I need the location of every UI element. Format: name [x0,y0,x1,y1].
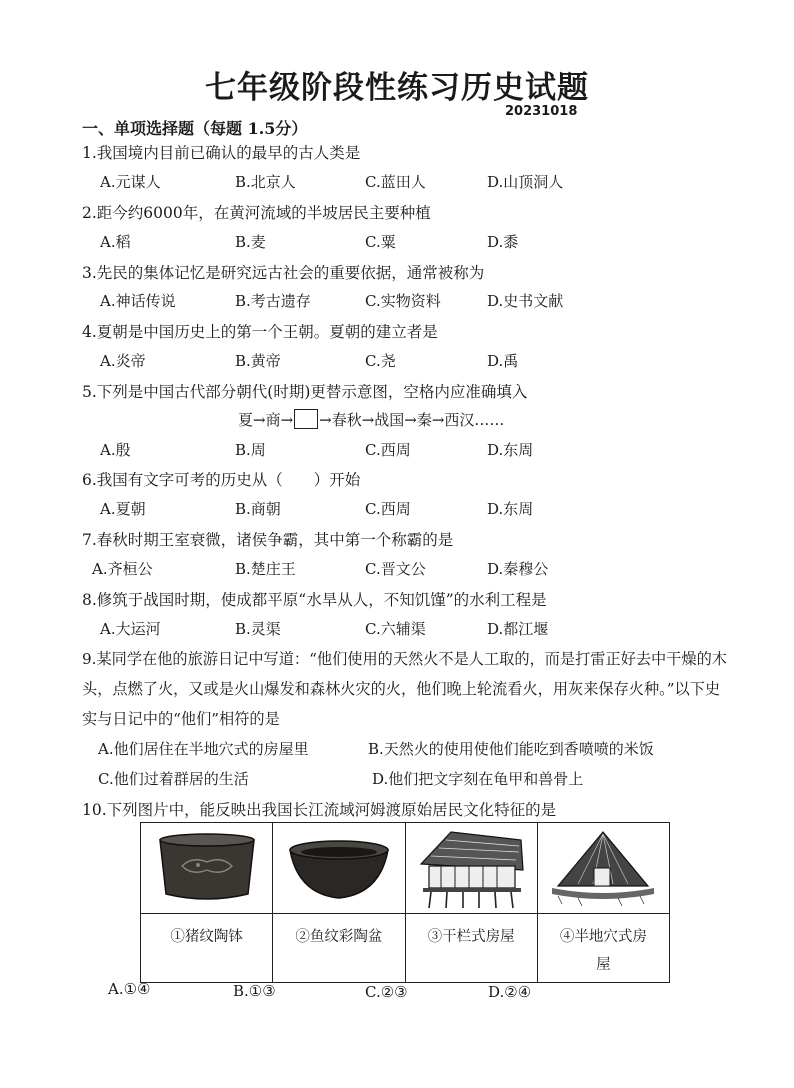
picture-cell-3 [405,823,537,914]
q10-option-a: A.①④ [108,980,151,998]
exam-date: 20231018 [505,104,578,119]
picture-cell-2 [273,823,405,914]
q4-option-a: A.炎帝 [100,352,146,370]
question-9-stem-line-1: 9.某同学在他的旅游日记中写道：“他们使用的天然火不是人工取的，而是打雷正好去中干燥的木 [82,650,727,668]
caption-1-text: ①猪纹陶钵 [170,929,243,945]
q8-option-b: B.灵渠 [235,620,281,638]
caption-3 [405,914,537,983]
q5-option-b: B.周 [235,441,266,459]
stilt-house-image [411,826,531,910]
q4-option-c: C.尧 [365,352,396,370]
question-10-stem: 10.下列图片中，能反映出我国长江流域河姆渡原始居民文化特征的是 [82,801,557,819]
q7-option-d: D.秦穆公 [487,560,549,578]
q6-option-d: D.东周 [487,500,534,518]
question-9-stem-line-3: 实与日记中的“他们”相符的是 [82,710,280,728]
q2-option-c: C.粟 [365,233,396,251]
question-9-stem-line-2: 头，点燃了火，又或是火山爆发和森林火灾的火，他们晚上轮流看火，用灰来保存火种。”以下史 [82,680,721,698]
q2-option-a: A.稻 [100,233,131,251]
caption-4 [537,914,669,983]
q10-option-c: C.②③ [365,983,408,1001]
q5-option-a: A.殷 [100,441,131,459]
question-5-stem: 5.下列是中国古代部分朝代(时期)更替示意图，空格内应准确填入 [82,383,528,401]
q6-option-b: B.商朝 [235,500,281,518]
caption-4-text-line-2: 屋 [596,956,611,973]
q2-option-d: D.黍 [487,233,519,251]
semi-subterranean-house-image [548,826,658,910]
question-7-stem: 7.春秋时期王室衰微，诸侯争霸，其中第一个称霸的是 [82,531,454,549]
q9-option-d: D.他们把文字刻在龟甲和兽骨上 [372,770,584,788]
q8-option-d: D.都江堰 [487,620,549,638]
q3-option-c: C.实物资料 [365,292,441,310]
question-1-stem: 1.我国境内目前已确认的最早的古人类是 [82,144,361,162]
pig-pattern-pottery-bowl-image [152,828,262,908]
q6-option-a: A.夏朝 [100,500,146,518]
q4-option-d: D.禹 [487,352,519,370]
fish-pattern-painted-basin-image [284,828,394,908]
q9-option-a: A.他们居住在半地穴式的房屋里 [98,740,309,758]
question-6-stem: 6.我国有文字可考的历史从（ ）开始 [82,471,361,489]
question-4-stem: 4.夏朝是中国历史上的第一个王朝。夏朝的建立者是 [82,323,438,341]
picture-table [140,822,670,983]
question-3-stem: 3.先民的集体记忆是研究远古社会的重要依据，通常被称为 [82,264,485,282]
q1-option-c: C.蓝田人 [365,173,426,191]
picture-cell-1 [141,823,273,914]
q1-option-a: A.元谋人 [100,173,161,191]
question-2-stem: 2.距今约6000年，在黄河流域的半坡居民主要种植 [82,204,431,222]
dynasty-flow [238,409,504,430]
caption-4-text-line-1: ④半地穴式房 [559,929,647,945]
q10-option-b: B.①③ [233,982,276,1000]
q5-option-c: C.西周 [365,441,411,459]
q3-option-a: A.神话传说 [100,292,176,310]
q2-option-b: B.麦 [235,233,266,251]
q5-option-d: D.东周 [487,441,534,459]
q3-option-b: B.考古遗存 [235,292,311,310]
flow-after: →春秋→战国→秦→西汉…… [319,411,505,429]
page-title: 七年级阶段性练习历史试题 [205,70,589,106]
blank-box [294,409,318,429]
caption-2-text: ②鱼纹彩陶盆 [295,929,383,945]
q4-option-b: B.黄帝 [235,352,281,370]
q1-option-b: B.北京人 [235,173,296,191]
question-8-stem: 8.修筑于战国时期，使成都平原“水旱从人，不知饥馑”的水利工程是 [82,591,547,609]
q10-option-d: D.②④ [488,983,532,1001]
q9-option-c: C.他们过着群居的生活 [98,770,249,788]
q3-option-d: D.史书文献 [487,292,564,310]
picture-cell-4 [537,823,669,914]
q9-option-b: B.天然火的使用使他们能吃到香喷喷的米饭 [368,740,654,758]
q7-option-b: B.楚庄王 [235,560,296,578]
q6-option-c: C.西周 [365,500,411,518]
caption-1 [141,914,273,983]
caption-3-text: ③干栏式房屋 [427,929,515,945]
section-heading: 一、单项选择题（每题 1.5分） [82,119,308,138]
flow-before: 夏→商→ [238,411,294,429]
q1-option-d: D.山顶洞人 [487,173,564,191]
q8-option-c: C.六辅渠 [365,620,426,638]
q7-option-c: C.晋文公 [365,560,426,578]
caption-2 [273,914,405,983]
q8-option-a: A.大运河 [100,620,161,638]
q7-option-a: A.齐桓公 [92,560,153,578]
